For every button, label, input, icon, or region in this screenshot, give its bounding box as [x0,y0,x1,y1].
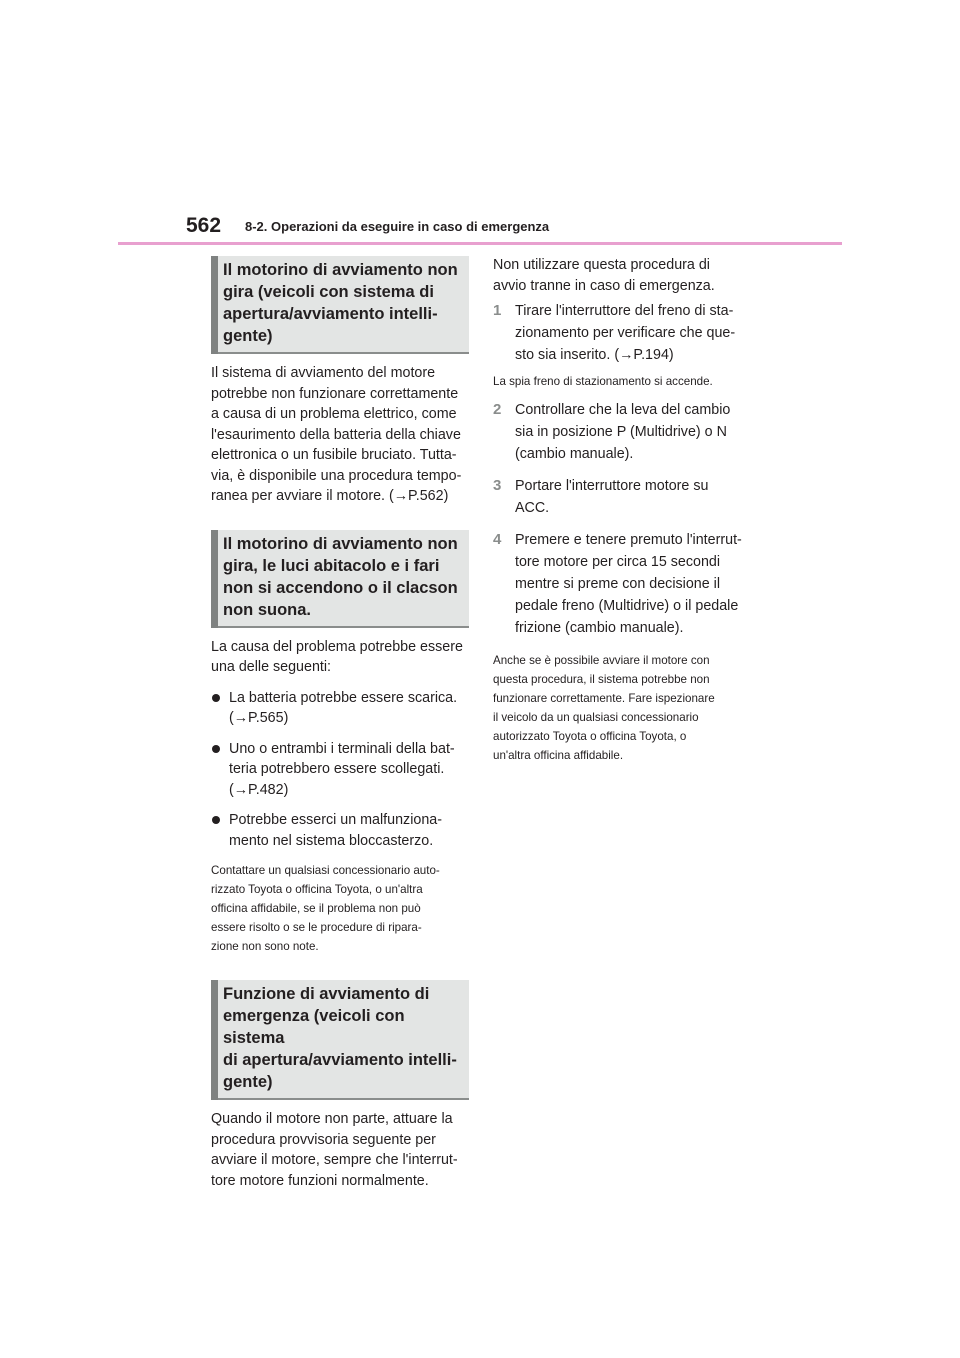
note-contact-dealer: Contattare un qualsiasi concessionario auto- rizzato Toyota o officina Toyota, o un'altra officina affidabile, se il problema non può essere risolto o se le procedure di ripara- zione non sono note. [211,864,440,953]
bullet-icon [212,816,220,824]
right-column [493,256,751,765]
step-3: 3 Portare l'interruttore motore su ACC. [493,477,709,516]
heading-emergency-start: Funzione di avviamento di emergenza (veicoli con sistema di apertura/avviamento intelli- gente) [211,980,469,1100]
step-2: 2 Controllare che la leva del cambio sia in posizione P (Multidrive) o N (cambio manuale). [493,401,731,462]
list-item: La batteria potrebbe essere scarica. (→P.565) [211,688,469,729]
bullet-icon [212,694,220,702]
section-title: 8-2. Operazioni da eseguire in caso di emergenza [245,219,550,234]
paragraph-warning-intro: Non utilizzare questa procedura di avvio tranne in caso di emergenza. [493,257,715,294]
step-1: 1 Tirare l'interruttore del freno di sta- zionamento per verificare che que- sto sia inserito. (→P.194) [493,302,736,363]
paragraph-starter-explanation: Il sistema di avviamento del motore potrebbe non funzionare correttamente a causa di un problema elettrico, come l'esaurimento della batteria della chiave elettronica o un fusibile bruciato. Tutta- via, è disponibile una procedura tempo- ranea per avviare il motore. (→P.562) [211,365,462,504]
page-number: 562 [186,214,222,237]
list-item: Uno o entrambi i terminali della bat- teria potrebbero essere scollegati. (→P.482) [211,739,469,801]
list-item: Potrebbe esserci un malfunziona- mento nel sistema bloccasterzo. [211,810,469,851]
step-number: 3 [493,477,502,494]
note-parking-brake: La spia freno di stazionamento si accende. [493,375,713,388]
step-4: 4 Premere e tenere premuto l'interrut- tore motore per circa 15 secondi mentre si preme con decisione il pedale freno (Multidrive) o il pedale frizione (cambio manuale). [493,531,742,636]
header-rule [118,242,842,245]
bullet-icon [212,745,220,753]
paragraph-emergency-intro: Quando il motore non parte, attuare la procedura provvisoria seguente per avviare il motore, sempre che l'interrut- tore motore funzioni normalmente. [211,1111,458,1189]
paragraph-causes-intro: La causa del problema potrebbe essere una delle seguenti: [211,638,463,675]
step-number: 1 [493,302,502,319]
note-inspection: Anche se è possibile avviare il motore con questa procedura, il sistema potrebbe non funzionare correttamente. Fare ispezionare il veicolo da un qualsiasi concessionario autorizzato Toyota o officina Toyota, o un'altra officina affidabile. [493,654,715,762]
step-number: 2 [493,401,502,418]
left-column [211,256,469,1191]
heading-no-crank-no-lights: Il motorino di avviamento non gira, le luci abitacolo e i fari non si accendono o il clacson non suona. [211,530,469,628]
heading-starter-no-crank-smart: Il motorino di avviamento non gira (veicoli con sistema di apertura/avviamento intelli- gente) [211,256,469,354]
step-number: 4 [493,531,502,548]
